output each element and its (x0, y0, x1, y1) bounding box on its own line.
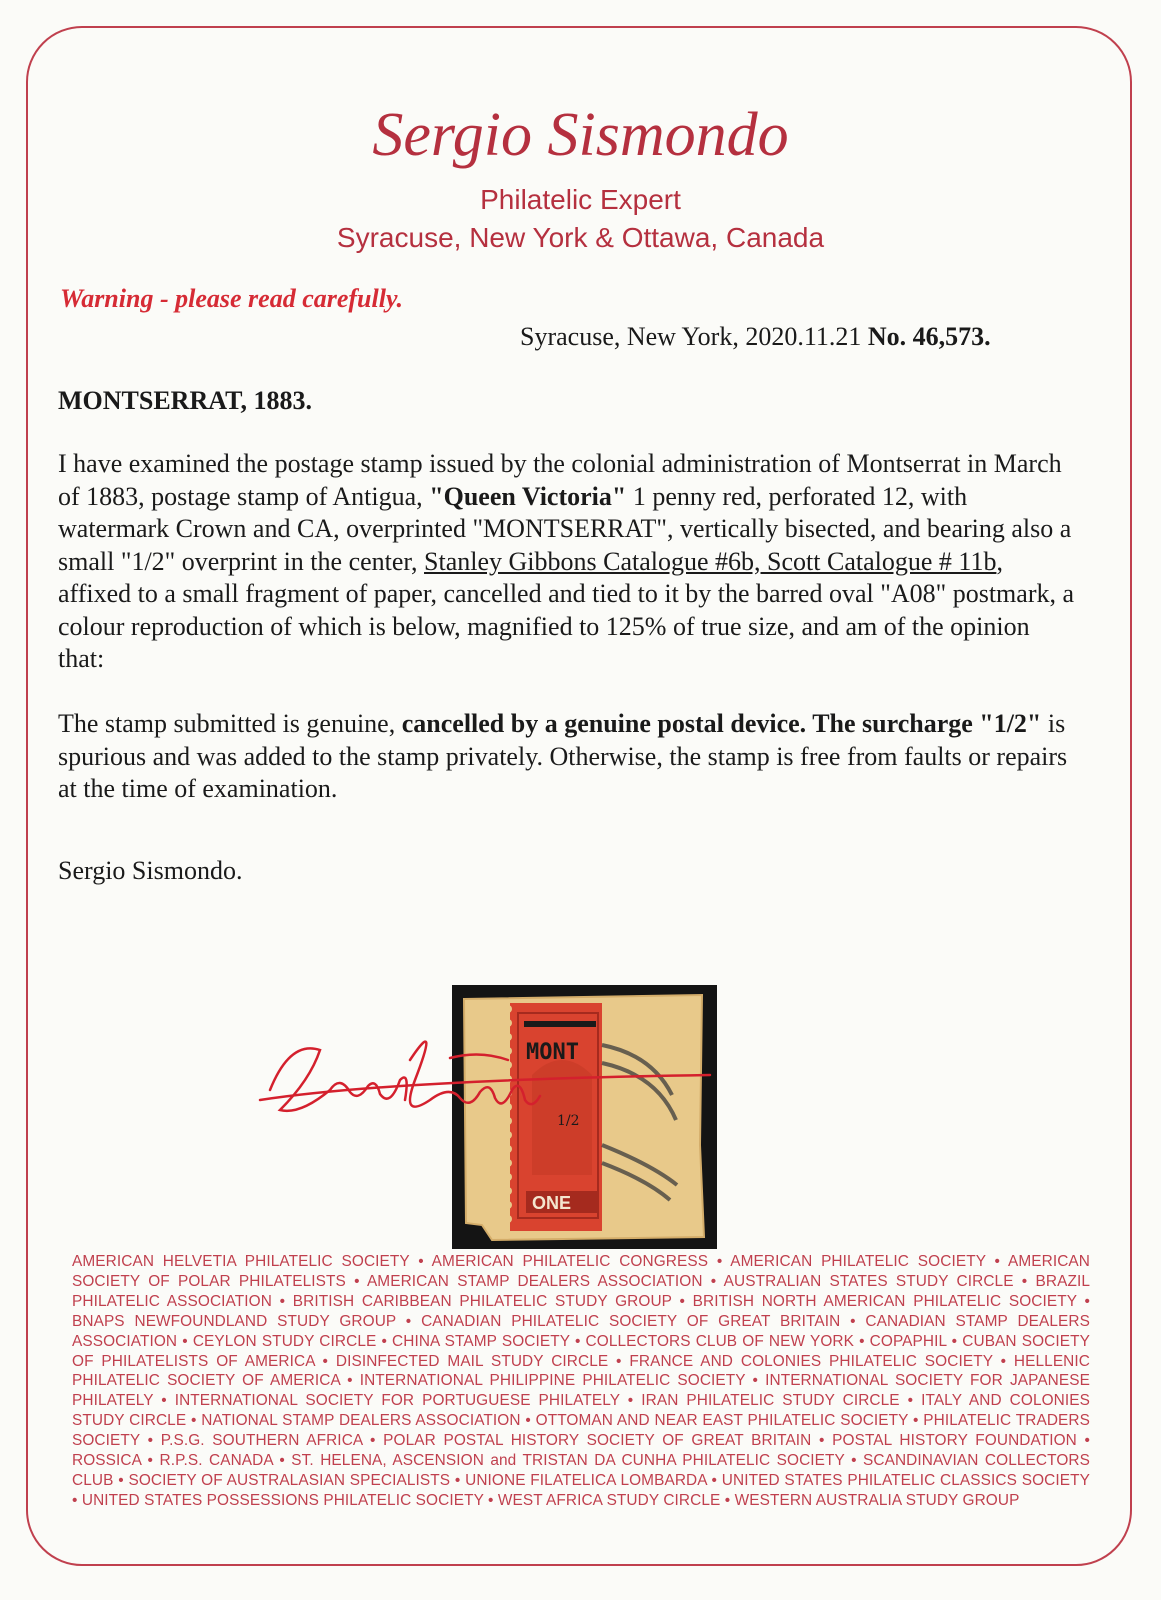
text-span: is spurious and was added to the stamp privately. Otherwise, the stamp is free from faults or repairs at the time of examination. (58, 709, 1068, 803)
place-date: Syracuse, New York, 2020.11.21 (520, 322, 868, 351)
text-span: , affixed to a small fragment of paper, cancelled and tied to it by the barred oval "A08" postmark, a colour reproduction of which is below, magnified to 125% of true size, and am of the opinion that: (58, 546, 1075, 673)
value-tablet: ONE (532, 1193, 572, 1213)
opinion-paragraph (58, 448, 1078, 676)
letterhead-title: Philatelic Expert (480, 184, 681, 215)
handwritten-signature (240, 1020, 740, 1130)
verdict-emphasis: cancelled by a genuine postal device. The surcharge "1/2" (401, 709, 1042, 738)
text-span: I have examined the postage stamp issued by the colonial administration of Montserrat in March of 1883, postage stamp of Antigua, (58, 449, 1062, 511)
letterhead-location: Syracuse, New York & Ottawa, Canada (336, 222, 825, 253)
fraction-overprint: 1/2 (557, 1113, 580, 1129)
verdict-paragraph (58, 708, 1078, 806)
stamp-heading: MONTSERRAT, 1883. (58, 386, 312, 415)
warning-notice: Warning - please read carefully. (60, 284, 404, 313)
overprint-text: MONT (526, 1040, 579, 1065)
certificate-number: No. 46,573. (867, 322, 991, 351)
catalogue-reference: Stanley Gibbons Catalogue #6b, Scott Catalogue # 11b (424, 546, 997, 576)
signoff: Sergio Sismondo. (58, 856, 243, 885)
text-span: The stamp submitted is genuine, (58, 709, 402, 738)
stamp-design-name: "Queen Victoria" (429, 481, 627, 511)
dateline (520, 322, 991, 352)
society-memberships: AMERICAN HELVETIA PHILATELIC SOCIETY • AMERICAN PHILATELIC CONGRESS • AMERICAN PHILATELIC SOCIETY • AMERICAN SOCIETY OF POLAR PHILATELISTS • AMERICAN STAMP DEALERS ASSOCIATION • AUSTRALIAN STATES STUDY CIRCLE • BRAZIL PHILATELIC ASSOCIATION • BRITISH CARIBBEAN PHILATELIC STUDY GROUP • BRITISH NORTH AMERICAN PHILATELIC SOCIETY • BNAPS NEWFOUNDLAND STUDY GROUP • CANADIAN PHILATELIC SOCIETY OF GREAT BRITAIN • CANADIAN STAMP DEALERS ASSOCIATION • CEYLON STUDY CIRCLE • CHINA STAMP SOCIETY • COLLECTORS CLUB OF NEW YORK • COPAPHIL • CUBAN SOCIETY OF PHILATELISTS OF AMERICA • DISINFECTED MAIL STUDY CIRCLE • FRANCE AND COLONIES PHILATELIC SOCIETY • HELLENIC PHILATELIC SOCIETY OF AMERICA • INTERNATIONAL PHILIPPINE PHILATELIC SOCIETY • INTERNATIONAL SOCIETY FOR JAPANESE PHILATELY • INTERNATIONAL SOCIETY FOR PORTUGUESE PHILATELY • IRAN PHILATELIC STUDY CIRCLE • ITALY AND COLONIES STUDY CIRCLE • NATIONAL STAMP DEALERS ASSOCIATION • OTTOMAN AND NEAR EAST PHILATELIC SOCIETY • PHILATELIC TRADERS SOCIETY • P.S.G. SOUTHERN AFRICA • POLAR POSTAL HISTORY SOCIETY OF GREAT BRITAIN • POSTAL HISTORY FOUNDATION • ROSSICA • R.P.S. CANADA • ST. HELENA, ASCENSION and TRISTAN DA CUNHA PHILATELIC SOCIETY • SCANDINAVIAN COLLECTORS CLUB • SOCIETY OF AUSTRALASIAN SPECIALISTS • UNIONE FILATELICA LOMBARDA • UNITED STATES PHILATELIC CLASSICS SOCIETY • UNITED STATES POSSESSIONS PHILATELIC SOCIETY • WEST AFRICA STUDY CIRCLE • WESTERN AUSTRALIA STUDY GROUP (72, 1253, 1090, 1509)
letterhead-name: Sergio Sismondo (372, 101, 789, 169)
text-span: 1 penny red, perforated 12, with watermark Crown and CA, overprinted "MONTSERRAT", vertically bisected, and bearing also a small "1/2" overprint in the center, (58, 481, 1072, 576)
